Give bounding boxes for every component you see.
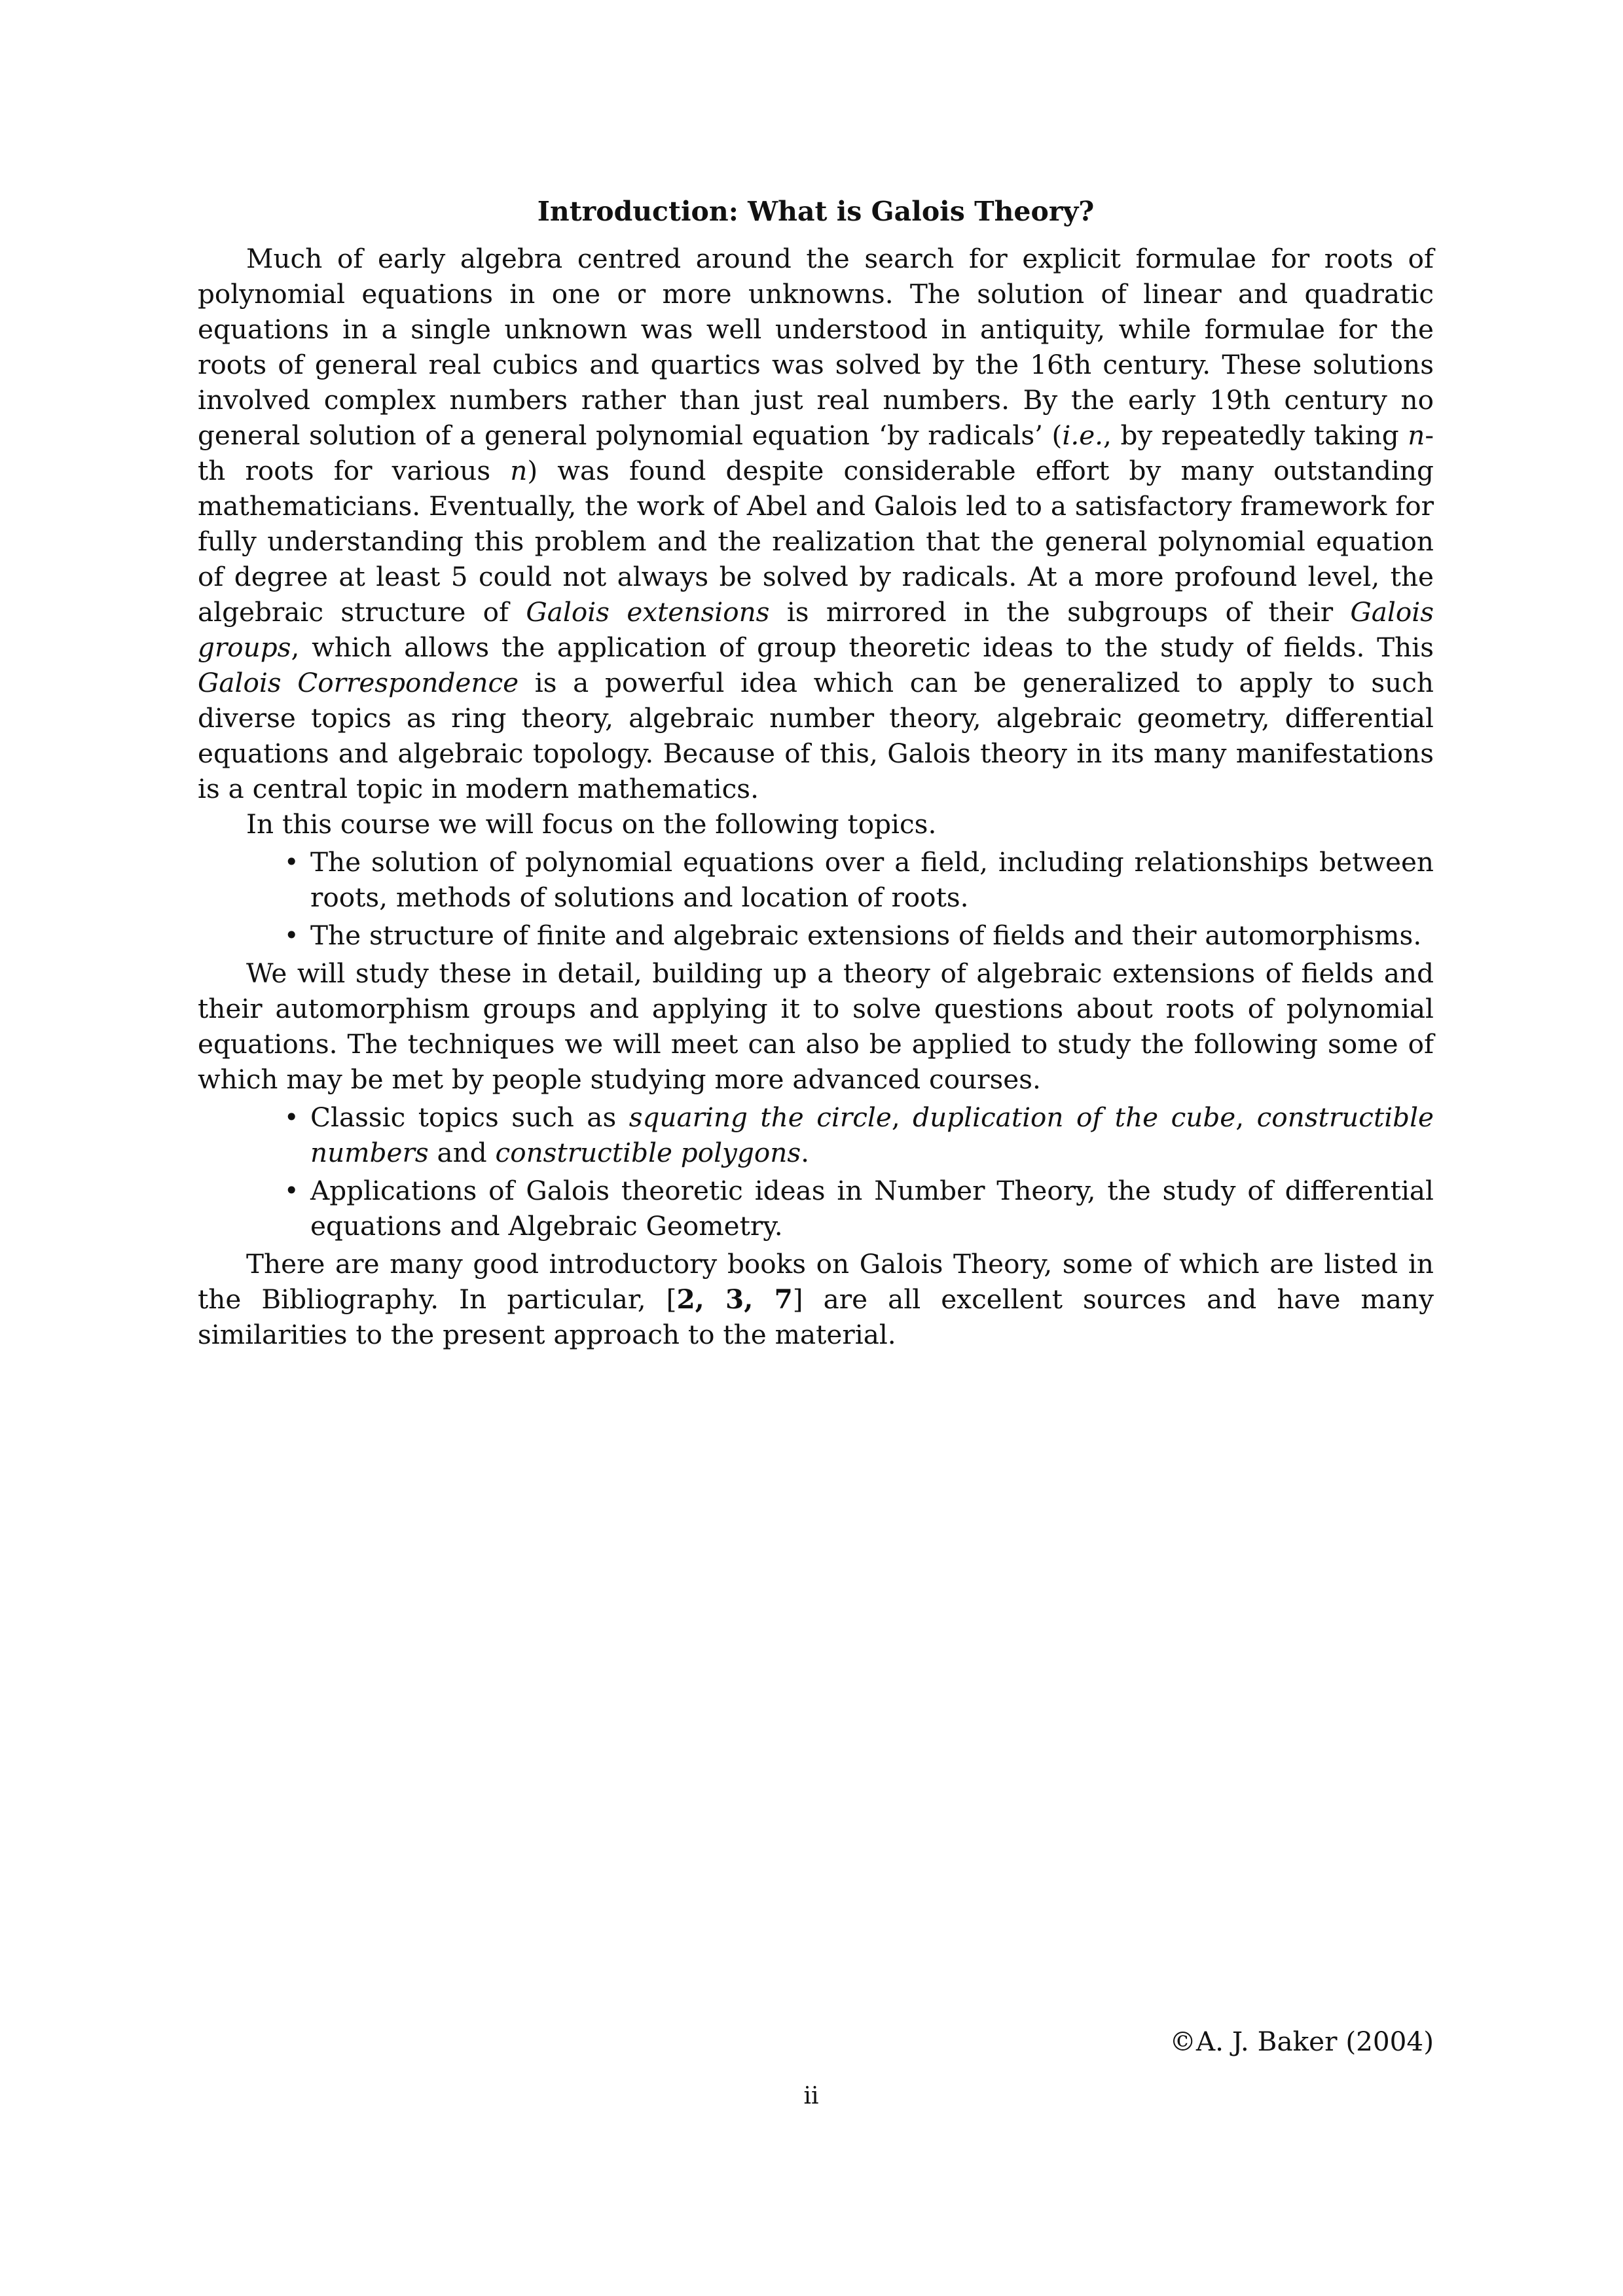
list-text: Classic topics such as — [310, 1102, 629, 1133]
para1-text-7: is a powerful idea which can be generalized to apply to such diverse topics as ring theory, algebraic number theory, algebraic geometry, differential equations and algebraic topology. Because of this, Galois theory in its many manifestations is a central topic in modern mathematics. — [198, 667, 1434, 804]
para1-text-4: ) was found despite considerable effort by many outstanding mathematicians. Eventually, the work of Abel and Galois led to a satisfactory framework for fully understanding this problem and the realization that the general polynomial equation of degree at least 5 could not always be solved by radicals. At a more profound level, the algebraic structure of — [198, 455, 1434, 628]
galois-groups-term: Galois groups — [198, 596, 1434, 663]
list-item — [310, 1100, 1434, 1170]
course-focus-paragraph: In this course we will focus on the following topics. — [246, 808, 937, 840]
ie-abbrev: i.e. — [1062, 420, 1104, 451]
list-item: • The solution of polynomial equations over a field, including relationships between roots, methods of solutions and location of roots. — [310, 844, 1434, 915]
bibliography-paragraph — [198, 1246, 1434, 1352]
galois-extensions-term: Galois extensions — [526, 596, 770, 628]
duplication-cube-term: duplication of the cube — [913, 1102, 1236, 1133]
math-n-1: n — [1408, 420, 1425, 451]
para1-text-1: Much of early algebra centred around the search for explicit formulae for roots of polynomial equations in one or more unknowns. The solution of linear and quadratic equations in a single unknown was well understood in antiquity, while formulae for the roots of general real cubics and quartics was solved by the 16th century. These solutions involved complex numbers rather than just real numbers. By the early 19th century no general solution of a general polynomial equation ‘by radicals’ ( — [198, 243, 1434, 451]
page-content — [198, 194, 1434, 1352]
list-text: , — [891, 1102, 913, 1133]
para4-text-2: ] are all excellent sources and have many similarities to the present approach to the material. — [198, 1283, 1434, 1350]
intro-paragraph — [198, 241, 1434, 806]
page-title: Introduction: What is Galois Theory? — [537, 196, 1095, 227]
para4-text-1: There are many good introductory books on Galois Theory, some of which are listed in the Bibliography. In particular, [ — [198, 1248, 1434, 1315]
citation-refs: 2, 3, 7 — [676, 1283, 793, 1315]
para1-text-3: -th roots for various — [198, 420, 1434, 486]
advanced-topics-list — [198, 1100, 1434, 1244]
page-number: ii — [803, 2083, 819, 2109]
list-text: and — [428, 1137, 496, 1168]
squaring-circle-term: squaring the circle — [629, 1102, 892, 1133]
topics-list — [198, 844, 1434, 953]
study-paragraph: We will study these in detail, building up a theory of algebraic extensions of fields and their automorphism groups and applying it to solve questions about roots of polynomial equations. The techniques we will meet can also be applied to study the following some of which may be met by people studying more advanced courses. — [198, 958, 1434, 1095]
constructible-polygons-term: constructible polygons — [495, 1137, 801, 1168]
galois-correspondence-term: Galois Correspondence — [198, 667, 519, 698]
list-text: , — [1235, 1102, 1257, 1133]
para1-text-6: , which allows the application of group theoretic ideas to the study of fields. This — [291, 632, 1434, 663]
list-text: . — [801, 1137, 809, 1168]
para1-text-5: is mirrored in the subgroups of their — [769, 596, 1351, 628]
copyright-notice: ©A. J. Baker (2004) — [1169, 2026, 1434, 2057]
list-item: • Applications of Galois theoretic ideas in Number Theory, the study of differential equations and Algebraic Geometry. — [310, 1173, 1434, 1244]
list-item: • The structure of finite and algebraic extensions of fields and their automorphisms. — [310, 918, 1434, 953]
para1-text-2: , by repeatedly taking — [1103, 420, 1408, 451]
constructible-numbers-term: constructible numbers — [310, 1102, 1434, 1168]
math-n-2: n — [510, 455, 528, 486]
